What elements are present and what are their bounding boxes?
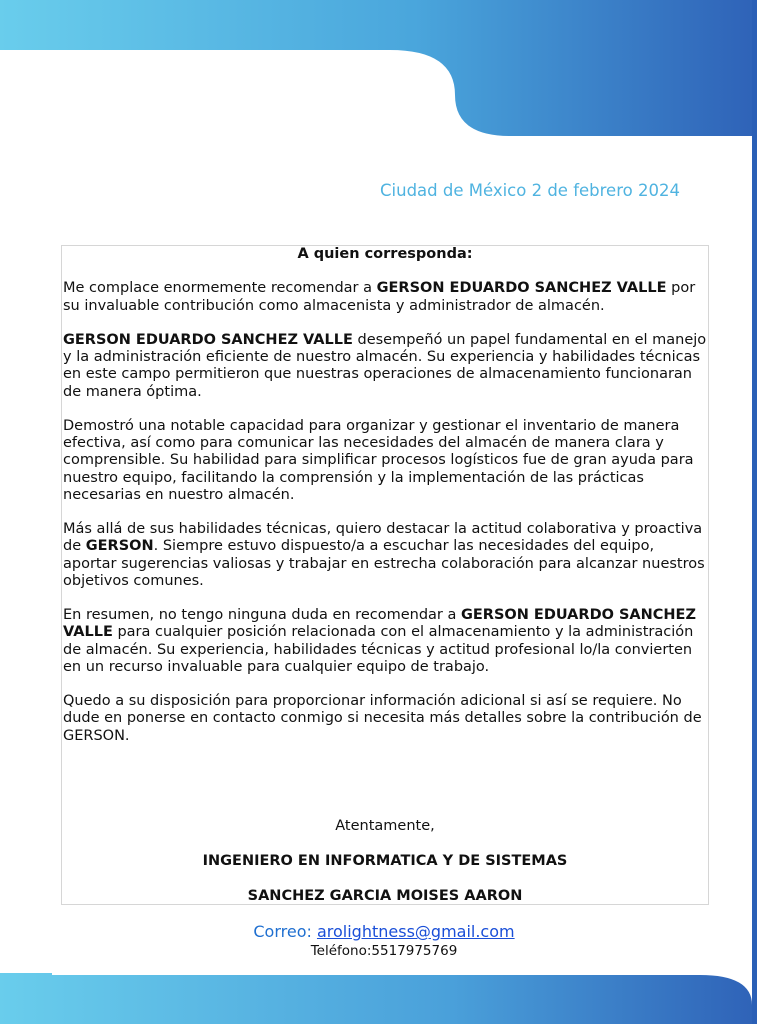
paragraph-4-text-b: . Siempre estuvo dispuesto/a a escuchar las necesidades del equipo, aportar sugerencias valiosas y trabajar en estrecha colaboración para alcanzar nuestros objetivos comunes. [63, 538, 705, 589]
candidate-name: GERSON EDUARDO SANCHEZ VALLE [63, 607, 696, 641]
right-stripe [752, 140, 757, 970]
email-link[interactable]: arolightness@gmail.com [316, 922, 515, 941]
candidate-name: GERSON EDUARDO SANCHEZ VALLE [376, 280, 667, 297]
letter-body [61, 245, 709, 905]
paragraph-2 [63, 332, 707, 401]
paragraph-5-text-a: En resumen, no tengo ninguna duda en recomendar a [63, 607, 461, 624]
signer-title [62, 853, 708, 870]
paragraph-1 [63, 280, 707, 314]
candidate-name: GERSON EDUARDO SANCHEZ VALLE [63, 331, 353, 348]
paragraph-1-text-b: por su invaluable contribución como almacenista y administrador de almacén. [63, 280, 696, 314]
candidate-first-name: GERSON [85, 538, 154, 555]
footer-decoration [0, 965, 768, 1024]
paragraph-4 [63, 521, 707, 590]
paragraph-5-text-b: para cualquier posición relacionada con el almacenamiento y la administración de almacén. Su experiencia, habilidades técnicas y actitud profesional lo/la convierten en un recurso invaluable para cualquier equipo de trabajo. [63, 624, 694, 675]
letter-date: Ciudad de México 2 de febrero 2024 [380, 181, 680, 200]
email-label: Correo: [253, 922, 317, 941]
paragraph-2-text: desempeñó un papel fundamental en el manejo y la administración eficiente de nuestro almacén. Su experiencia y habilidades técnicas en este campo permitieron que nuestras operaciones de almacenamiento funcionaran de manera óptima. [63, 331, 707, 400]
paragraph-3: Demostró una notable capacidad para organizar y gestionar el inventario de manera efectiva, así como para comunicar las necesidades del almacén de manera clara y comprensible. Su habilidad para simplificar procesos logísticos fue de gran ayuda para nuestro equipo, facilitando la comprensión y la implementación de las prácticas necesarias en nuestro almacén. [63, 417, 694, 503]
paragraph-1-text-a: Me complace enormemente recomendar a [63, 280, 377, 297]
paragraph-5 [63, 607, 707, 676]
header-decoration [0, 0, 768, 140]
paragraph-4-text-a: Más allá de sus habilidades técnicas, quiero destacar la actitud colaborativa y proactiva de [63, 521, 703, 555]
closing: Atentamente, [335, 818, 435, 834]
salutation: A quien corresponda: [297, 246, 473, 262]
paragraph-6: Quedo a su disposición para proporcionar información adicional si así se requiere. No dude en ponerse en contacto conmigo si necesita más detalles sobre la contribución de GERSON. [63, 693, 702, 744]
signer-name [62, 888, 708, 905]
signer-name-text: SANCHEZ GARCIA MOISES AARON [247, 887, 523, 904]
phone-line: Teléfono:5517975769 [310, 943, 458, 959]
signer-title-text: INGENIERO EN INFORMATICA Y DE SISTEMAS [202, 852, 568, 869]
signature-block [62, 818, 708, 922]
email-line [0, 922, 768, 941]
